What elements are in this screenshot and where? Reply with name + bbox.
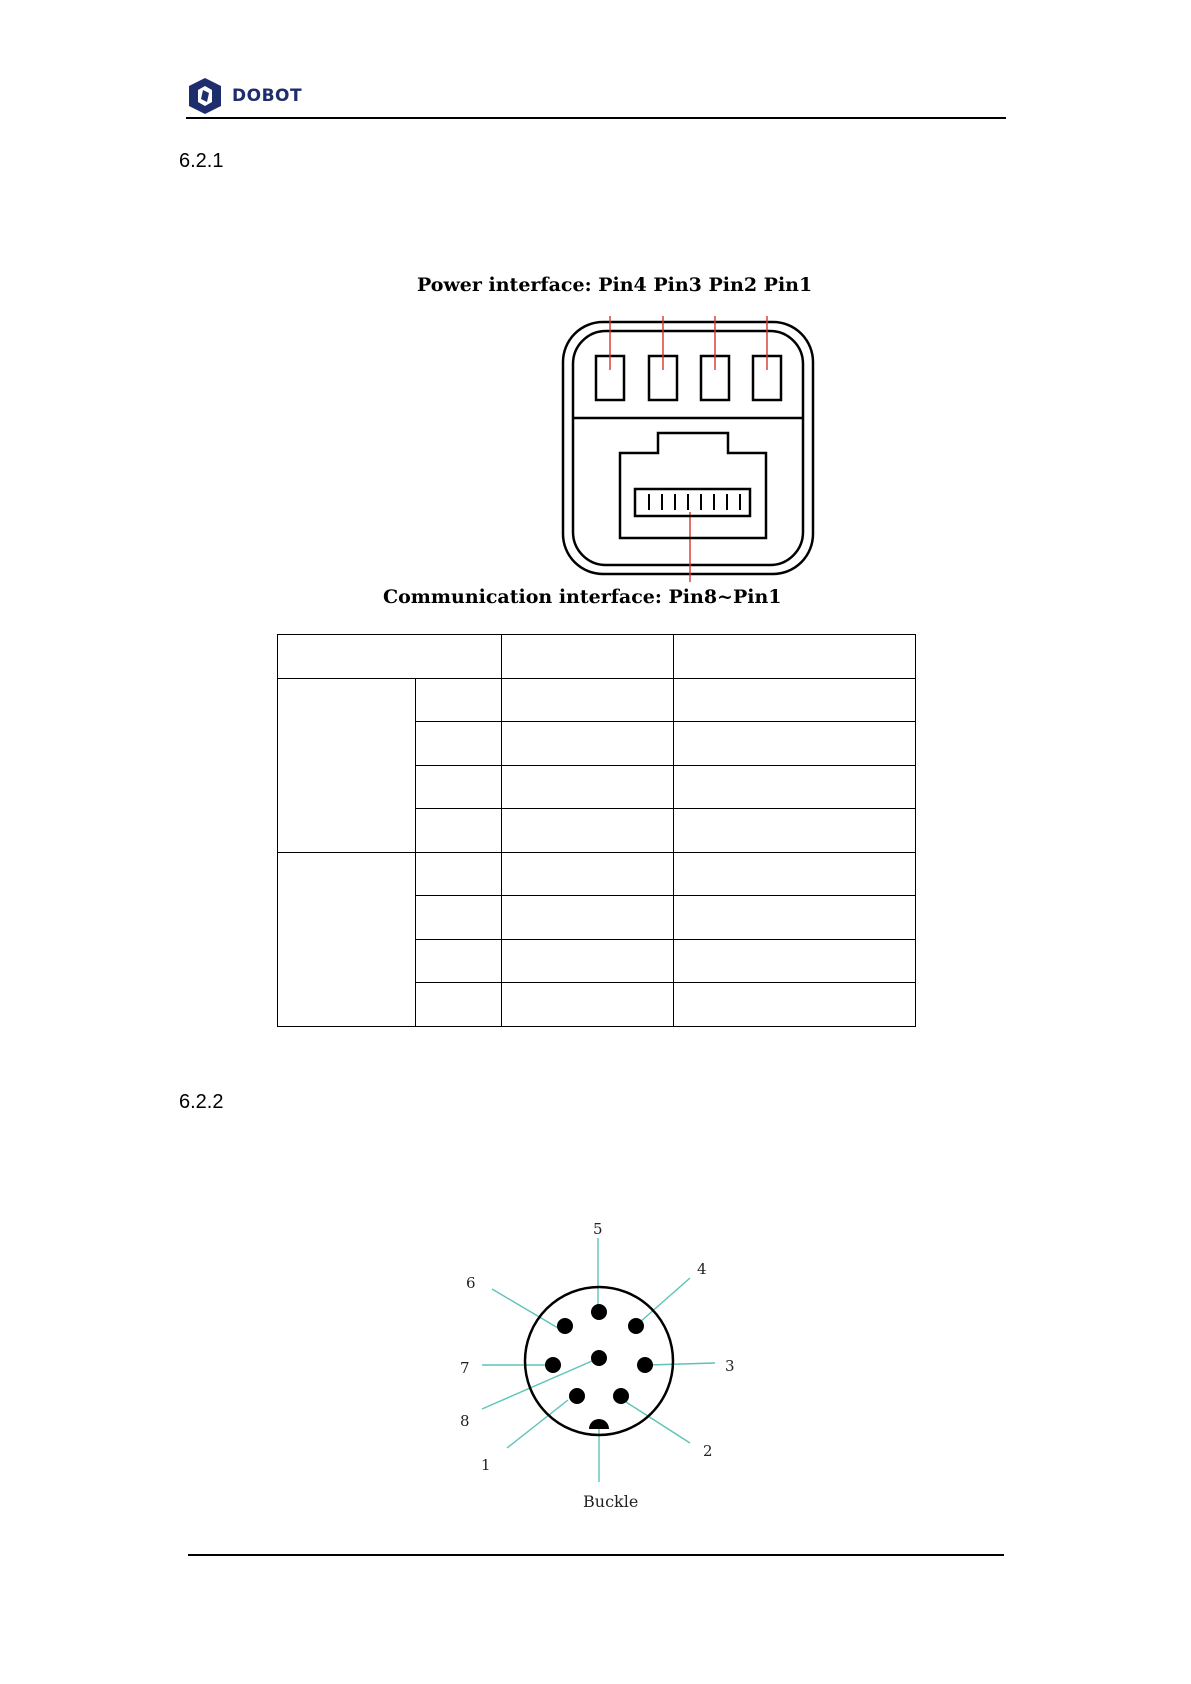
pin-label-5: 5	[593, 1220, 603, 1238]
table-cell	[674, 896, 916, 940]
table-cell	[502, 896, 674, 940]
table-cell	[502, 678, 674, 722]
table-header-cell	[674, 635, 916, 679]
connector-diagram	[550, 300, 830, 590]
table-cell	[674, 809, 916, 853]
table-cell	[674, 852, 916, 896]
power-interface-label: Power interface: Pin4 Pin3 Pin2 Pin1	[417, 274, 813, 296]
table-cell	[416, 939, 502, 983]
section-number-6-2-1: 6.2.1	[179, 150, 224, 172]
table-cell	[416, 852, 502, 896]
table-cell	[674, 765, 916, 809]
pin-8	[569, 1388, 585, 1404]
table-cell	[502, 765, 674, 809]
buckle-label: Buckle	[583, 1492, 639, 1511]
table-cell	[502, 852, 674, 896]
table-cell	[502, 939, 674, 983]
table-cell	[674, 722, 916, 766]
table-group-cell	[278, 678, 416, 852]
header-rule	[186, 117, 1006, 119]
connector-outer-housing	[563, 322, 813, 574]
footer-rule	[188, 1554, 1004, 1556]
table-cell	[416, 678, 502, 722]
pin-definition-table	[277, 634, 916, 1027]
logo-text: DOBOT	[232, 86, 303, 106]
pin-label-4: 4	[697, 1260, 707, 1278]
table-header-cell	[278, 635, 502, 679]
table-header-row	[278, 635, 916, 679]
pin-label-3: 3	[725, 1357, 735, 1375]
table-group-cell	[278, 852, 416, 1026]
table-row	[278, 678, 916, 722]
pin-4	[628, 1318, 644, 1334]
pin-label-6: 6	[466, 1274, 476, 1292]
rj45-contacts	[635, 489, 750, 516]
pin-7	[545, 1357, 561, 1373]
table-cell	[416, 809, 502, 853]
pin-label-7: 7	[460, 1359, 470, 1377]
table-header-cell	[502, 635, 674, 679]
pin-5	[591, 1304, 607, 1320]
pin-6	[557, 1318, 573, 1334]
pin-center	[591, 1350, 607, 1366]
communication-interface-label: Communication interface: Pin8~Pin1	[383, 586, 782, 608]
table-cell	[502, 983, 674, 1027]
table-cell	[674, 983, 916, 1027]
table-cell	[674, 678, 916, 722]
table-cell	[416, 983, 502, 1027]
table-cell	[416, 765, 502, 809]
rj45-port	[620, 433, 766, 538]
connector-inner-housing	[573, 331, 803, 565]
section-number-6-2-2: 6.2.2	[179, 1091, 224, 1113]
table-cell	[502, 722, 674, 766]
buckle-notch	[589, 1419, 609, 1429]
table-row	[278, 852, 916, 896]
pin-3	[637, 1357, 653, 1373]
table-cell	[674, 939, 916, 983]
table-cell	[416, 722, 502, 766]
pin-2	[613, 1388, 629, 1404]
table-cell	[502, 809, 674, 853]
pin-label-8: 8	[460, 1412, 470, 1430]
dobot-logo-icon	[186, 76, 446, 118]
pin-label-1: 1	[481, 1456, 491, 1474]
pin-label-2: 2	[703, 1442, 713, 1460]
table-cell	[416, 896, 502, 940]
